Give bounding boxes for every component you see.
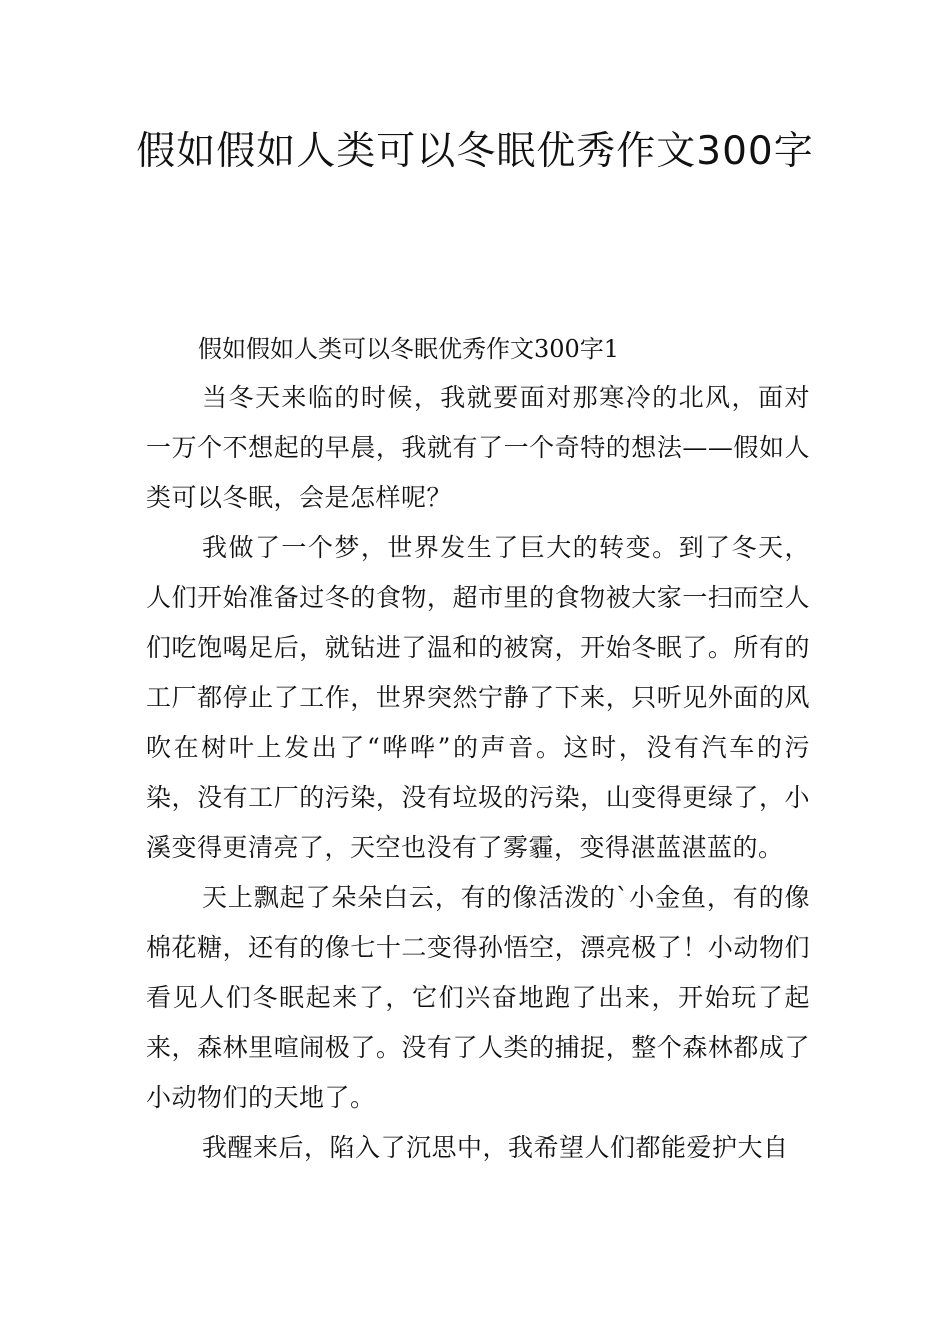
section-heading: 假如假如人类可以冬眠优秀作文300字1 [198, 335, 620, 363]
paragraph-2: 我做了一个梦，世界发生了巨大的转变。到了冬天，人们开始准备过冬的食物，超市里的食物被大家一扫而空人们吃饱喝足后，就钻进了温和的被窝，开始冬眠了。所有的工厂都停止了工作，世界突然宁静了下来，只听见外面的风吹在树叶上发出了“哗哗”的声音。这时，没有汽车的污染，没有工厂的污染，没有垃圾的污染，山变得更绿了，小溪变得更清亮了，天空也没有了雾霾，变得湛蓝湛蓝的。 [146, 533, 810, 862]
paragraph-1: 当冬天来临的时候，我就要面对那寒冷的北风，面对一万个不想起的早晨，我就有了一个奇特的想法——假如人类可以冬眠，会是怎样呢？ [146, 383, 810, 512]
paragraph-4: 我醒来后，陷入了沉思中，我希望人们都能爱护大自 [202, 1133, 789, 1162]
document-title: 假如假如人类可以冬眠优秀作文300字 [136, 129, 814, 174]
document-body [146, 325, 810, 1173]
paragraph-3: 天上飘起了朵朵白云，有的像活泼的`小金鱼，有的像棉花糖，还有的像七十二变得孙悟空，漂亮极了！小动物们看见人们冬眠起来了，它们兴奋地跑了出来，开始玩了起来，森林里喧闹极了。没有了人类的捕捉，整个森林都成了小动物们的天地了。 [146, 883, 810, 1112]
